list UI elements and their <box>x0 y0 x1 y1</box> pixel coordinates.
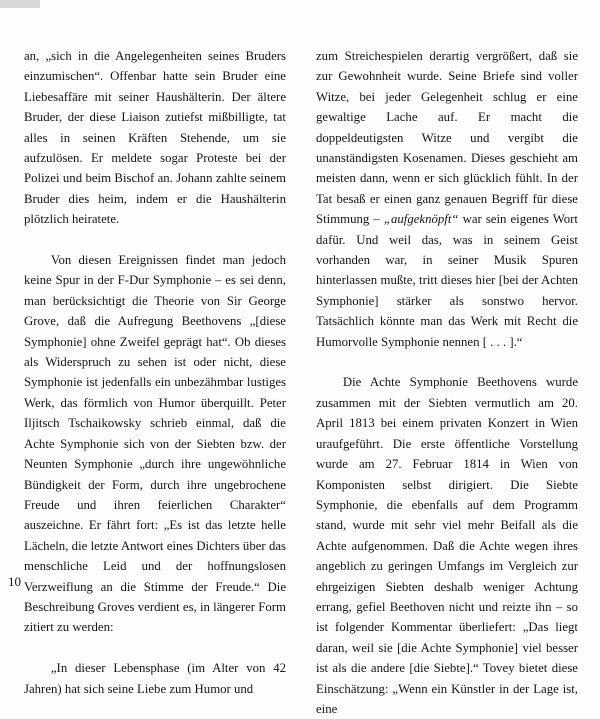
right-paragraph-2: Die Achte Symphonie Beethovens wurde zusammen mit der Siebten vermutlich am 20. April 1813 bei einem privaten Konzert in Wien uraufgeführt. Die erste öffentliche Vorstellung wurde am 27. Februar 1814 in Wien von Komponisten selbst dirigiert. Die Siebte Symphonie, die ebenfalls auf dem Programm stand, wurde mit sehr viel mehr Beifall als die Achte aufgenommen. Daß die Achte wegen ihres angeblich zu geringen Umfangs im Vergleich zur ehrgeizigen Siebten deshalb weniger Achtung errang, gefiel Beethoven nicht und reizte ihn – so ist folgender Kommentar überliefert: „Das liegt daran, weil sie [die Achte Symphonie] viel besser ist als die andere [die Siebte].“ Tovey bietet diese Einschätzung: „Wenn ein Künstler in der Lage ist, eine <box>316 375 578 716</box>
emphasis-aufgeknoepft: „aufgeknöpft“ <box>383 212 459 227</box>
page-number: 10 <box>8 574 21 589</box>
left-paragraph-2: Von diesen Ereignissen findet man jedoch keine Spur in der F-Dur Symphonie – es sei denn, man berücksichtigt die Theorie von Sir George Grove, daß die Aufregung Beethovens „[diese Symphonie] ohne Zweifel geprägt hat“. Ob dieses als Widerspruch zu sehen ist oder nicht, diese Symphonie ist jedenfalls ein unbezähmbar lustiges Werk, das förmlich von Humor überquillt. Peter Iljitsch Tschaikowsky schrieb einmal, daß die Achte Symphonie sich von der Siebten bzw. der Neunten Symphonie „durch ihre ungewöhnliche Bündigkeit der Form, durch ihre ungebrochene Freude und ihren feierlichen Charakter“ auszeichne. Er fährt fort: „Es ist das letzte helle Lächeln, die letzte Antwort eines Dichters über das menschliche Leid und der hoffnungslosen Verzweiflung an die Stimme der Freude.“ Die Beschreibung Groves verdient es, in längerer Form zitiert zu werden: <box>24 253 286 635</box>
right-column <box>316 46 578 719</box>
scan-edge-mark <box>0 0 40 8</box>
quote-text-before: zum Streichespielen derartig vergrößert, daß sie zur Gewohnheit wurde. Seine Briefe sind voller Witze, bei jeder Gelegenheit schlug er eine gewaltige Lache auf. Er macht die doppeldeutigsten Witze und vergibt die unanständigsten Kosenamen. Dieses geschieht am meisten dann, wenn er sich glücklich fühlt. In der Tat besaß er einen ganz genauen Begriff für diese Stimmung – <box>316 49 578 227</box>
right-paragraph-1 <box>316 46 578 352</box>
left-column <box>24 46 286 699</box>
left-paragraph-1: an, „sich in die Angelegenheiten seines Bruders einzumischen“. Offenbar hatte sein Bruder eine Liebesaffäre mit seiner Haushälterin. Der ältere Bruder, der diese Liaison zutiefst mißbilligte, tat alles in seinen Kräften Stehende, um sie aufzulösen. Er meldete sogar Proteste bei der Polizei und beim Bischof an. Johann zahlte seinem Bruder dies heim, indem er die Haushälterin plötzlich heiratete. <box>24 49 286 227</box>
quote-text-after: war sein eigenes Wort dafür. Und weil das, was in seinem Geist vorhanden war, in seiner Musik Spuren hinterlassen mußte, tritt dieses hier [bei der Achten Symphonie] stärker als sonstwo hervor. Tatsächlich könnte man das Werk mit Recht die Humorvolle Symphonie nennen [ . . . ].“ <box>316 212 578 349</box>
left-paragraph-3: „In dieser Lebensphase (im Alter von 42 Jahren) hat sich seine Liebe zum Humor und <box>24 661 286 696</box>
